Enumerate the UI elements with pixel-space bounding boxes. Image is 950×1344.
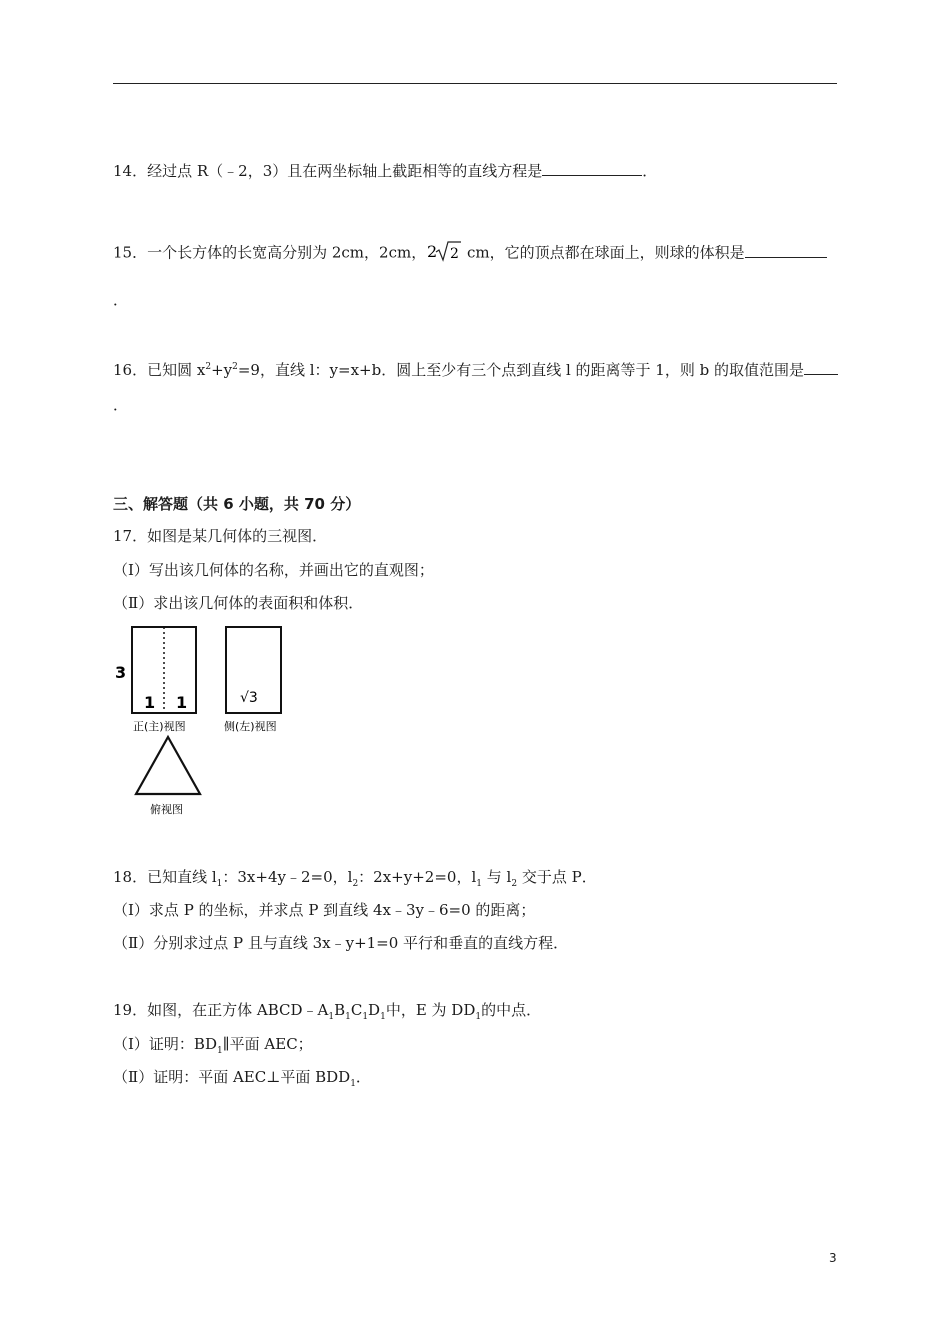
question-18-part-2: （Ⅱ）分别求过点 P 且与直线 3x﹣y+1=0 平行和垂直的直线方程． [113,934,569,952]
page-number: 3 [829,1251,837,1265]
base-right-label: 1 [176,693,188,712]
question-15: 15．一个长方体的长宽高分别为 2cm，2cm， 2 2 cm，它的顶点都在球面上，则球的体积是 [113,240,827,267]
question-17-part-1: （Ⅰ）写出该几何体的名称，并画出它的直观图； [113,561,434,579]
sqrt-expression [426,240,462,267]
question-18-part-1: （Ⅰ）求点 P 的坐标，并求点 P 到直线 4x﹣3y﹣6=0 的距离； [113,901,536,919]
question-19-part-1: （Ⅰ）证明：$BD_1\parallel$平面 AEC； [113,1035,313,1056]
question-14: 14．经过点 R（﹣2，3）且在两坐标轴上截距相等的直线方程是 ． [113,162,658,180]
sqrt-coefficient: 2 [427,242,438,261]
question-16-end: ． [113,396,129,414]
height-label: 3 [115,663,127,682]
question-18-stem: 18．已知直线 $l_1$：3x+4y﹣2=0，$l_2$：2x+y+2=0，$l_1$ 与 $l_2$ 交于点 P． [113,868,597,889]
answer-blank [745,243,827,258]
question-17-part-2: （Ⅱ）求出该几何体的表面积和体积． [113,594,364,612]
question-19-stem: 19．如图，在正方体 $ABCD﹣A_1B_1C_1D_1$中，E 为 $DD_1$的中点． [113,1001,542,1022]
side-width-label: √3 [240,690,258,706]
top-view-triangle [136,737,200,794]
header-rule [113,83,837,84]
question-15-end: ． [113,291,129,309]
top-view-caption: 俯视图 [150,803,183,816]
question-16: 16．已知圆 $x^2+y^2=9$，直线 l：y=x+b．圆上至少有三个点到直线 l 的距离等于 1，则 b 的取值范围是 [113,357,838,380]
base-left-label: 1 [144,693,156,712]
answer-blank [804,360,838,375]
question-19-part-2: （Ⅱ）证明：平面 AEC⊥平面 $BDD_1$． [113,1068,371,1089]
side-view-caption: 侧(左)视图 [224,720,277,733]
three-view-figure [113,620,293,822]
section-heading: 三、解答题（共 6 小题，共 70 分） [113,495,361,513]
front-view-caption: 正(主)视图 [133,720,186,733]
question-17-stem: 17．如图是某几何体的三视图． [113,527,328,545]
sqrt-radicand: 2 [450,246,460,262]
answer-blank [542,161,642,176]
